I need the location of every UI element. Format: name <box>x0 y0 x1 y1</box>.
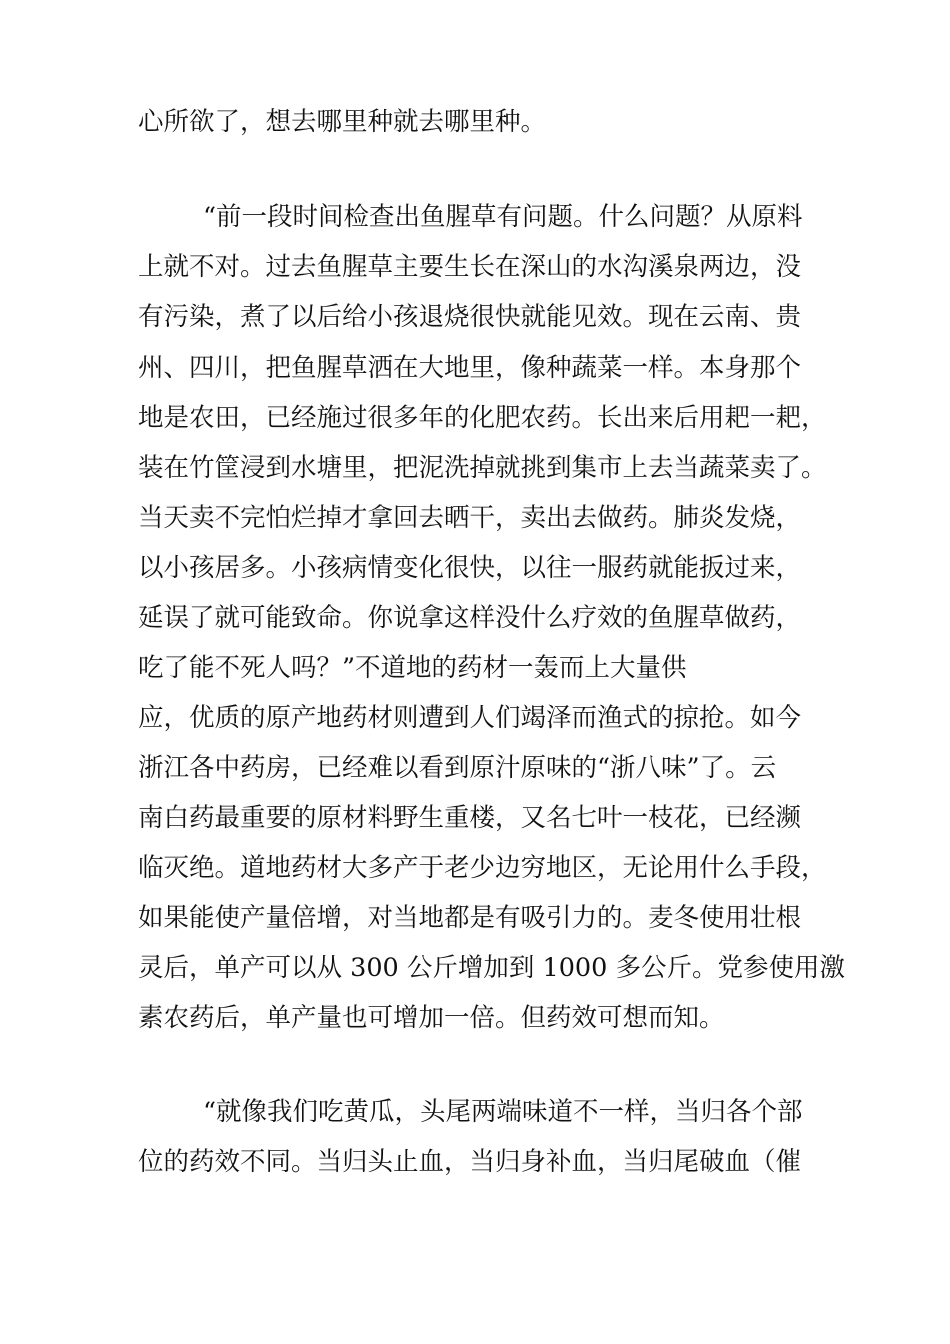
text-line: 应，优质的原产地药材则遭到人们竭泽而渔式的掠抢。如今 <box>138 703 802 733</box>
text-line: 浙江各中药房，已经难以看到原汁原味的“浙八味”了。云 <box>138 753 777 783</box>
text-line: 素农药后，单产量也可增加一倍。但药效可想而知。 <box>138 1003 725 1033</box>
text-line: 装在竹筐浸到水塘里，把泥洗掉就挑到集市上去当蔬菜卖了。 <box>138 453 827 483</box>
text-line: 当天卖不完怕烂掉才拿回去晒干，卖出去做药。肺炎发烧， <box>138 503 802 533</box>
text-line: 上就不对。过去鱼腥草主要生长在深山的水沟溪泉两边，没 <box>138 252 802 282</box>
text-line: 心所欲了，想去哪里种就去哪里种。 <box>138 107 547 137</box>
text-line: 位的药效不同。当归头止血，当归身补血，当归尾破血（催 <box>138 1147 802 1177</box>
text-line: 南白药最重要的原材料野生重楼，又名七叶一枝花，已经濒 <box>138 803 802 833</box>
text-line: 灵后，单产可以从 300 公斤增加到 1000 多公斤。党参使用激 <box>138 953 845 983</box>
text-line: 地是农田，已经施过很多年的化肥农药。长出来后用耙一耙， <box>138 403 827 433</box>
text-line: “就像我们吃黄瓜，头尾两端味道不一样，当归各个部 <box>203 1097 803 1127</box>
text-line: 如果能使产量倍增，对当地都是有吸引力的。麦冬使用壮根 <box>138 903 802 933</box>
text-line: 吃了能不死人吗？”不道地的药材一轰而上大量供 <box>138 653 687 683</box>
text-line: 以小孩居多。小孩病情变化很快，以往一服药就能扳过来， <box>138 553 802 583</box>
text-line: 有污染，煮了以后给小孩退烧很快就能见效。现在云南、贵 <box>138 302 802 332</box>
text-line: 州、四川，把鱼腥草洒在大地里，像种蔬菜一样。本身那个 <box>138 353 802 383</box>
text-line: 延误了就可能致命。你说拿这样没什么疗效的鱼腥草做药， <box>138 603 802 633</box>
text-line: 临灭绝。道地药材大多产于老少边穷地区，无论用什么手段， <box>138 853 827 883</box>
text-line: “前一段时间检查出鱼腥草有问题。什么问题？从原料 <box>203 202 803 232</box>
